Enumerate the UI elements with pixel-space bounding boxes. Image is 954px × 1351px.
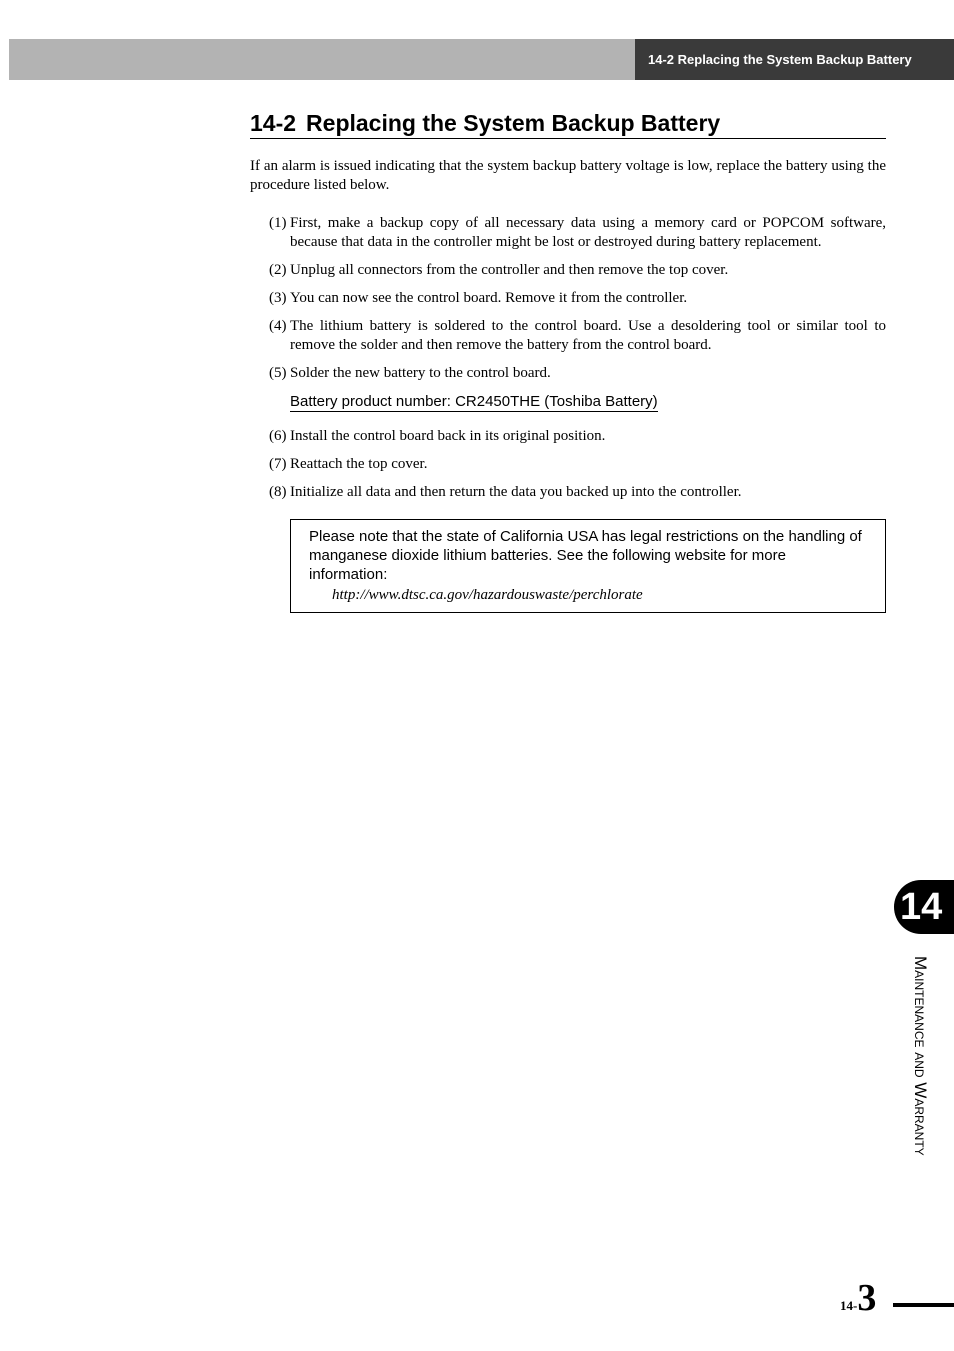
step-marker: (6) — [269, 428, 287, 444]
running-header-title: 14-2 Replacing the System Backup Battery — [635, 39, 954, 80]
step-marker: (3) — [269, 290, 287, 306]
page-number-prefix: 14- — [840, 1298, 858, 1313]
step-text: Unplug all connectors from the controller and then remove the top cover. — [290, 262, 729, 278]
step-marker: (5) — [269, 365, 287, 381]
step-item — [269, 214, 886, 252]
step-marker: (4) — [269, 318, 287, 334]
notice-text: Please note that the state of California USA has legal restrictions on the handling of manganese dioxide lithium batteries. See the following website for more information: — [309, 528, 862, 583]
step-text: Reattach the top cover. — [290, 456, 428, 472]
step-item — [269, 261, 886, 280]
page-number — [840, 1278, 876, 1318]
page-rule — [893, 1303, 954, 1307]
step-item — [269, 317, 886, 355]
procedure-steps — [269, 214, 886, 511]
product-note-wrapper — [269, 392, 886, 421]
section-number: 14-2 — [250, 110, 297, 136]
section-title: Replacing the System Backup Battery — [306, 110, 721, 136]
step-item — [269, 364, 886, 383]
step-marker: (7) — [269, 456, 287, 472]
step-item — [269, 427, 886, 446]
step-marker: (8) — [269, 484, 287, 500]
step-item — [269, 455, 886, 474]
notice-url: http://www.dtsc.ca.gov/hazardouswaste/perchlorate — [332, 587, 643, 603]
chapter-label: Maintenance and Warranty — [911, 956, 930, 1156]
section-heading — [250, 108, 886, 139]
battery-product-note: Battery product number: CR2450THE (Toshiba Battery) — [290, 393, 658, 410]
step-text: Initialize all data and then return the data you backed up into the controller. — [290, 484, 742, 500]
page-number-value: 3 — [857, 1277, 877, 1319]
step-item — [269, 289, 886, 308]
step-text: Solder the new battery to the control board. — [290, 365, 551, 381]
step-marker: (2) — [269, 262, 287, 278]
step-text: Install the control board back in its original position. — [290, 428, 606, 444]
step-text: You can now see the control board. Remove it from the controller. — [290, 290, 688, 306]
chapter-tab: 14 — [894, 880, 954, 934]
step-text: First, make a backup copy of all necessary data using a memory card or POPCOM software, because that data in the controller might be lost or destroyed during battery replacement. — [290, 215, 886, 250]
step-text: The lithium battery is soldered to the control board. Use a desoldering tool or similar tool to remove the solder and then remove the battery from the control board. — [290, 318, 886, 353]
step-item — [269, 483, 886, 502]
intro-paragraph: If an alarm is issued indicating that the system backup battery voltage is low, replace the battery using the procedure listed below. — [250, 158, 886, 193]
step-marker: (1) — [269, 215, 287, 231]
california-notice-box — [290, 519, 886, 613]
